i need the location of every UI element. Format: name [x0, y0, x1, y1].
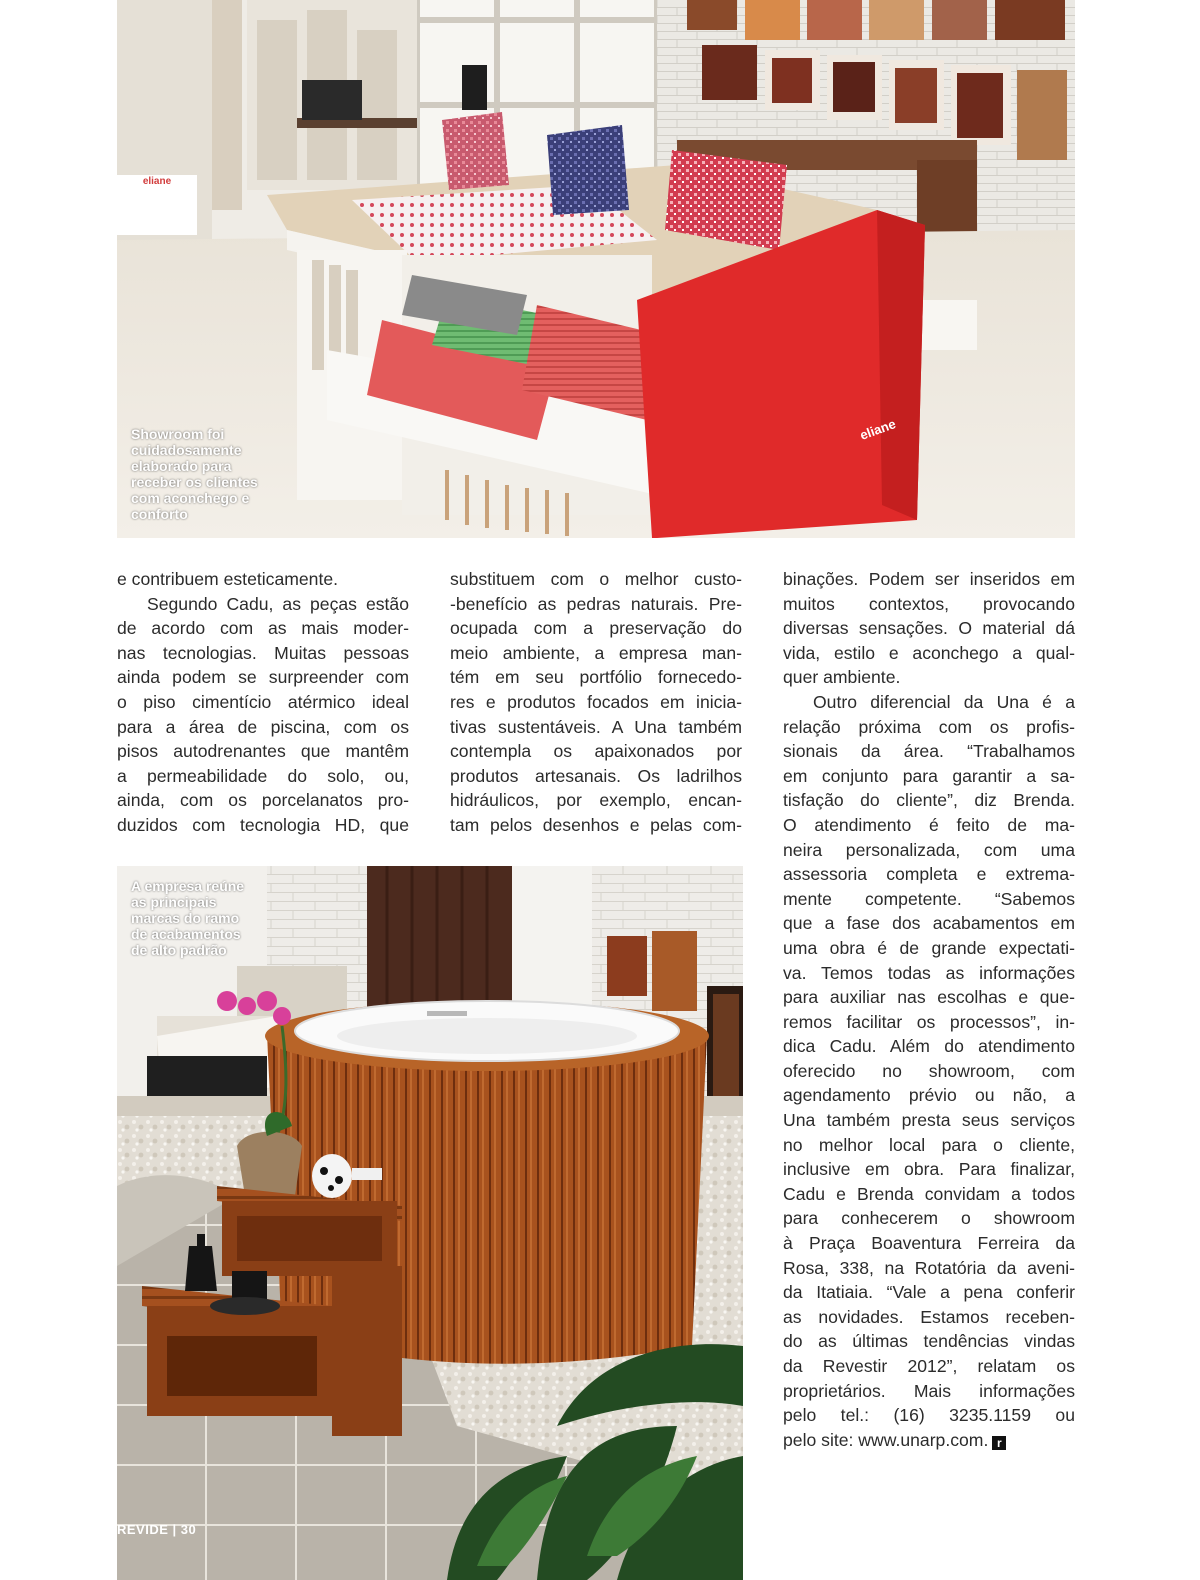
text-line: binações. Podem ser inseridos em — [783, 569, 1075, 589]
text-line: ainda, com os porcelanatos pro- — [117, 790, 409, 811]
text-line: de acordo com as mais moder- — [117, 618, 409, 639]
text-line: Una também presta seus serviços — [783, 1110, 1075, 1131]
text-line: agendamento prévio ou não, a — [783, 1085, 1075, 1106]
showroom-photo — [117, 0, 1075, 538]
text-line: da Itatiaia. “Vale a pena conferir — [783, 1282, 1075, 1303]
svg-text:eliane: eliane — [142, 176, 172, 187]
bathtub-illustration — [117, 866, 743, 1580]
text-line: remos facilitar os processos”, in- — [783, 1011, 1075, 1032]
text-line: à Praça Boaventura Ferreira da — [783, 1233, 1075, 1254]
text-line: inclusive em obra. Para finalizar, — [783, 1159, 1075, 1180]
caption-line: receber os clientes — [131, 474, 258, 490]
article-column-2 — [450, 567, 742, 838]
photo-caption — [131, 878, 271, 958]
text-line: pelo site: www.unarp.com. — [783, 1429, 989, 1450]
caption-line: cuidadosamente — [131, 442, 242, 458]
text-line: diversas sensações. O material dá — [783, 618, 1075, 639]
bathtub-photo — [117, 866, 743, 1580]
text-line: Segundo Cadu, as peças estão — [147, 593, 409, 614]
text-line: dica Cadu. Além do atendimento — [783, 1036, 1075, 1057]
text-line: o piso cimentício atérmico ideal — [117, 691, 409, 712]
svg-text:eliane: eliane — [857, 416, 898, 443]
text-line: da Revestir 2012”, relatam os — [783, 1356, 1075, 1376]
caption-line: de alto padrão — [131, 942, 227, 958]
text-line: mente competente. “Sabemos — [783, 888, 1075, 909]
page-folio: REVIDE | 30 — [117, 1522, 197, 1537]
text-line: pisos autodrenantes que mantêm — [117, 741, 409, 762]
text-line: pelo tel.: (16) 3235.1159 ou — [783, 1405, 1075, 1426]
text-line: meio ambiente, a empresa man- — [450, 642, 742, 663]
text-line: Rosa, 338, na Rotatória da aveni- — [783, 1257, 1075, 1278]
article-column-3 — [783, 567, 1075, 1452]
article-column-1 — [117, 567, 409, 838]
text-line: para a área de piscina, com os — [117, 716, 409, 737]
text-line: vida, estilo e aconchego a qual- — [783, 642, 1075, 663]
text-line: tivas sustentáveis. A Una também — [450, 716, 742, 737]
text-line: a permeabilidade do solo, ou, — [117, 765, 409, 786]
end-of-article-mark: r — [992, 1436, 1006, 1450]
text-line: relação próxima com os profis- — [783, 716, 1075, 737]
text-line: sionais da área. “Trabalhamos — [783, 741, 1075, 762]
caption-line: de acabamentos — [131, 926, 241, 942]
text-line-last — [783, 1428, 1075, 1453]
text-line: quer ambiente. — [783, 667, 901, 688]
caption-line: Showroom foi — [131, 426, 225, 442]
text-line: nas tecnologias. Muitas pessoas — [117, 642, 409, 663]
text-line: uma obra é de grande expectati- — [783, 937, 1075, 958]
text-line: para conhecerem o showroom — [783, 1208, 1075, 1229]
text-line: do as últimas tendências vindas — [783, 1331, 1075, 1352]
text-line: oferecido no showroom, com — [783, 1060, 1075, 1081]
text-line: Cadu e Brenda convidam a todos — [783, 1183, 1075, 1204]
text-line: substituem com o melhor custo- — [450, 569, 742, 589]
text-line: duzidos com tecnologia HD, que — [117, 814, 409, 835]
text-line: no melhor local para o cliente, — [783, 1134, 1075, 1155]
caption-line: marcas do ramo — [131, 910, 240, 926]
text-line: ocupada com a preservação do — [450, 618, 742, 639]
caption-line: conforto — [131, 506, 188, 522]
text-line: para auxiliar nas escolhas e que- — [783, 987, 1075, 1008]
text-line: tisfação do cliente”, diz Brenda. — [783, 790, 1075, 811]
text-line: que a fase dos acabamentos em — [783, 913, 1075, 934]
text-line: -benefício as pedras naturais. Pre- — [450, 593, 742, 614]
text-line: proprietários. Mais informações — [783, 1380, 1075, 1401]
text-line: em conjunto para garantir a sa- — [783, 765, 1075, 786]
caption-line: com aconchego e — [131, 490, 250, 506]
text-line: va. Temos todas as informações — [783, 962, 1075, 983]
caption-line: as principais — [131, 894, 217, 910]
text-line: Outro diferencial da Una é a — [813, 691, 1075, 712]
text-line: O atendimento é feito de ma- — [783, 814, 1075, 835]
text-line: ainda podem se surpreender com — [117, 667, 409, 688]
text-line: tém em seu portfólio fornecedo- — [450, 667, 742, 688]
text-line: tam pelos desenhos e pelas com- — [450, 814, 742, 835]
text-line: produtos artesanais. Os ladrilhos — [450, 765, 742, 786]
text-line: muitos contextos, provocando — [783, 593, 1075, 614]
text-line: assessoria completa e extrema- — [783, 864, 1075, 885]
text-line: as novidades. Estamos receben- — [783, 1306, 1075, 1327]
text-line: neira personalizada, com uma — [783, 839, 1075, 860]
text-line: hidráulicos, por exemplo, encan- — [450, 790, 742, 811]
text-line: contempla os apaixonados por — [450, 741, 742, 762]
text-line: res e produtos focados em inicia- — [450, 691, 742, 712]
text-line: e contribuem esteticamente. — [117, 569, 339, 589]
photo-caption — [131, 426, 281, 522]
caption-line: elaborado para — [131, 458, 232, 474]
caption-line: A empresa reúne — [131, 878, 245, 894]
